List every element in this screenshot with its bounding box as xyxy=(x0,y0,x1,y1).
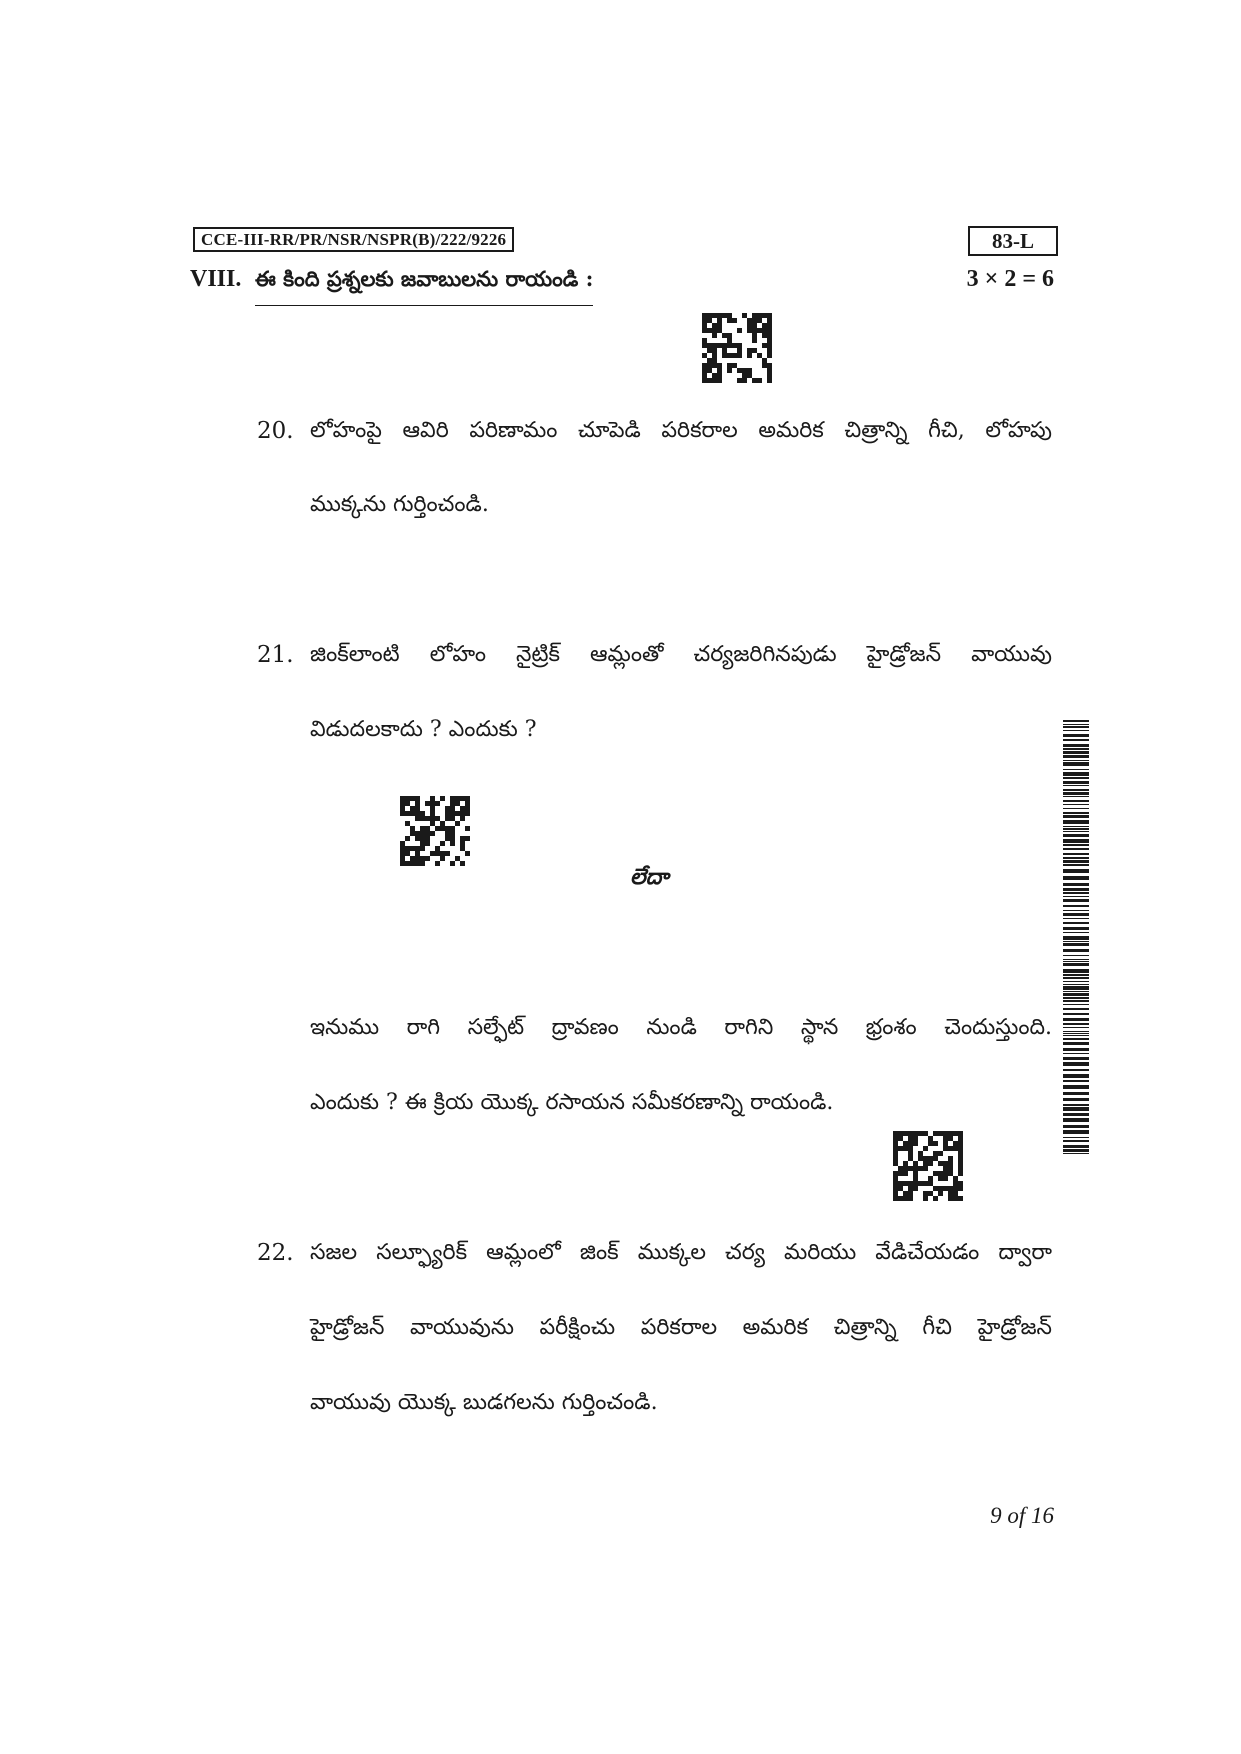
question-text-line: ముక్కను గుర్తించండి. xyxy=(310,492,489,517)
question-text-line: లోహంపై ఆవిరి పరిణామం చూపెడి పరికరాల అమరిక చిత్రాన్ని గీచి, లోహపు xyxy=(310,418,1052,443)
section-instruction: ఈ కింది ప్రశ్నలకు జవాబులను రాయండి : xyxy=(255,266,593,306)
qr-code-icon xyxy=(702,313,772,383)
question-text-line: విడుదలకాదు ? ఎందుకు ? xyxy=(310,717,537,742)
question-text-line: జింక్‌లాంటి లోహం నైట్రిక్ ఆమ్లంతో చర్యజరిగినపుడు హైడ్రోజన్ వాయువు xyxy=(310,642,1052,667)
question-number: 22. xyxy=(257,1240,294,1266)
question-text-line: వాయువు యొక్క బుడగలను గుర్తించండి. xyxy=(310,1390,658,1415)
or-label: లేదా xyxy=(630,864,669,890)
question-number: 21. xyxy=(257,642,294,668)
alternative-question-line: ఇనుము రాగి సల్ఫేట్ ద్రావణం నుండి రాగిని స్థాన భ్రంశం చెందుస్తుంది. xyxy=(310,1015,1052,1040)
barcode-icon xyxy=(1063,720,1089,1158)
page-number: 9 of 16 xyxy=(990,1503,1054,1528)
alternative-question-line: ఎందుకు ? ఈ క్రియ యొక్క రసాయన సమీకరణాన్ని రాయండి. xyxy=(310,1090,834,1115)
qr-code-icon xyxy=(400,796,470,866)
exam-code: CCE-III-RR/PR/NSR/NSPR(B)/222/9226 xyxy=(193,227,514,252)
paper-code: 83-L xyxy=(968,226,1058,256)
section-number: VIII. xyxy=(190,266,242,292)
question-number: 20. xyxy=(257,418,294,444)
question-text-line: హైడ్రోజన్ వాయువును పరీక్షించు పరికరాల అమరిక చిత్రాన్ని గీచి హైడ్రోజన్ xyxy=(310,1315,1052,1340)
qr-code-icon xyxy=(893,1131,963,1201)
section-marks: 3 × 2 = 6 xyxy=(966,266,1054,292)
question-text-line: సజల సల్ఫ్యూరిక్ ఆమ్లంలో జింక్ ముక్కల చర్య మరియు వేడిచేయడం ద్వారా xyxy=(310,1240,1052,1265)
